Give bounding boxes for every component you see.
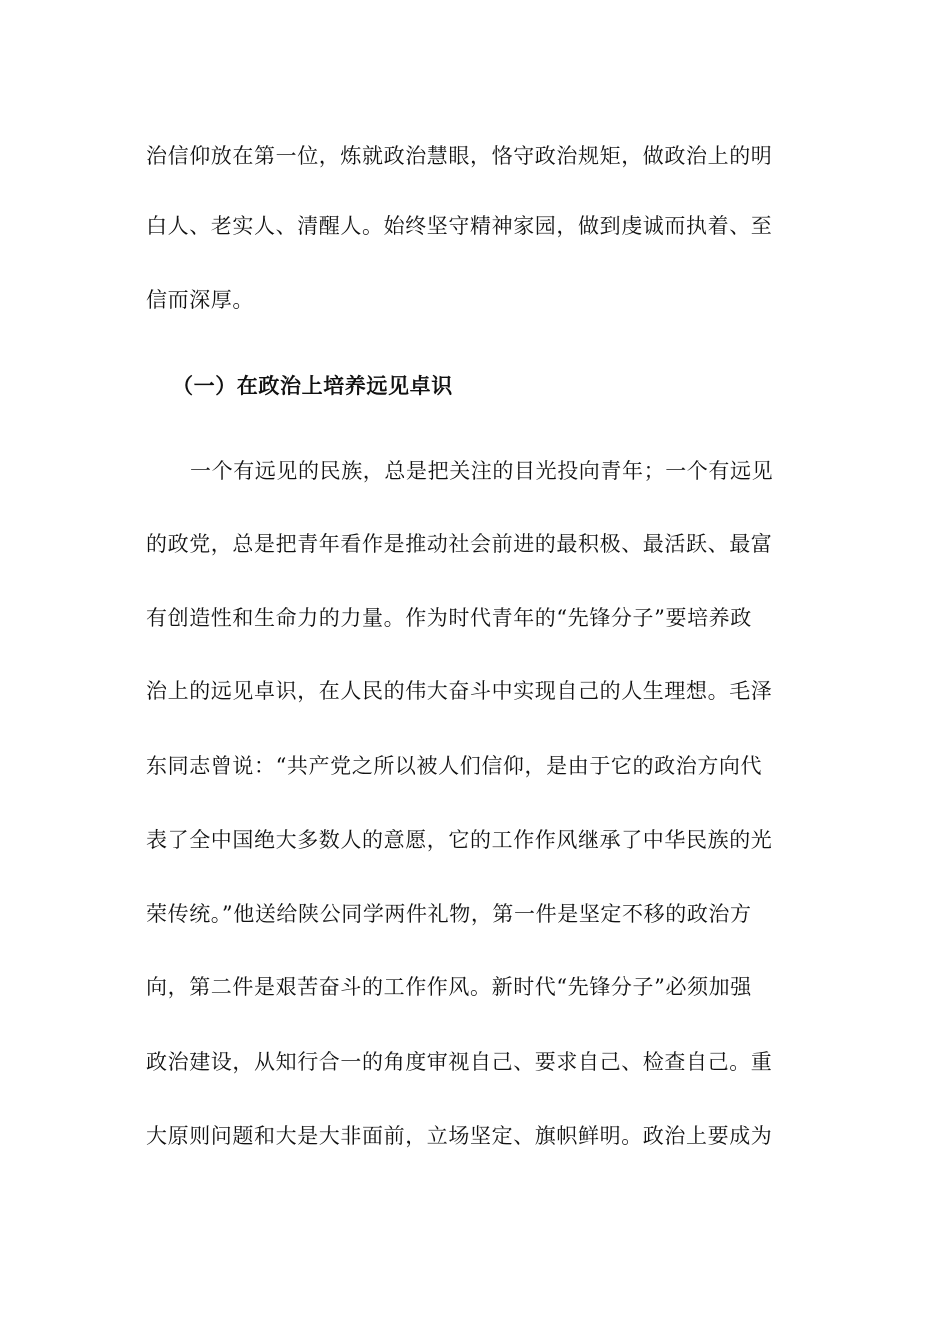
paragraph-line: 荣传统。”他送给陕公同学两件礼物，第一件是坚定不移的政治方 [146, 902, 752, 926]
paragraph-line: 向，第二件是艰苦奋斗的工作作风。新时代“先锋分子”必须加强 [146, 975, 752, 999]
paragraph-line: 大原则问题和大是大非面前，立场坚定、旗帜鲜明。政治上要成为 [146, 1124, 773, 1148]
paragraph-line: 政治建设，从知行合一的角度审视自己、要求自己、检查自己。重 [146, 1050, 773, 1074]
paragraph-line: 的政党，总是把青年看作是推动社会前进的最积极、最活跃、最富 [146, 532, 773, 556]
paragraph-line: 治信仰放在第一位，炼就政治慧眼，恪守政治规矩，做政治上的明 [146, 144, 773, 168]
paragraph-line: 治上的远见卓识，在人民的伟大奋斗中实现自己的人生理想。毛泽 [146, 679, 773, 703]
section-heading: （一）在政治上培养远见卓识 [172, 373, 453, 398]
paragraph-line: 白人、老实人、清醒人。始终坚守精神家园，做到虔诚而执着、至 [146, 214, 773, 238]
paragraph-line: 东同志曾说：“共产党之所以被人们信仰，是由于它的政治方向代 [146, 754, 763, 778]
paragraph-line: 表了全中国绝大多数人的意愿，它的工作作风继承了中华民族的光 [146, 828, 773, 852]
paragraph-line: 一个有远见的民族，总是把关注的目光投向青年；一个有远见 [190, 459, 774, 483]
paragraph-line: 有创造性和生命力的力量。作为时代青年的“先锋分子”要培养政 [146, 606, 752, 630]
paragraph-line: 信而深厚。 [146, 288, 254, 312]
